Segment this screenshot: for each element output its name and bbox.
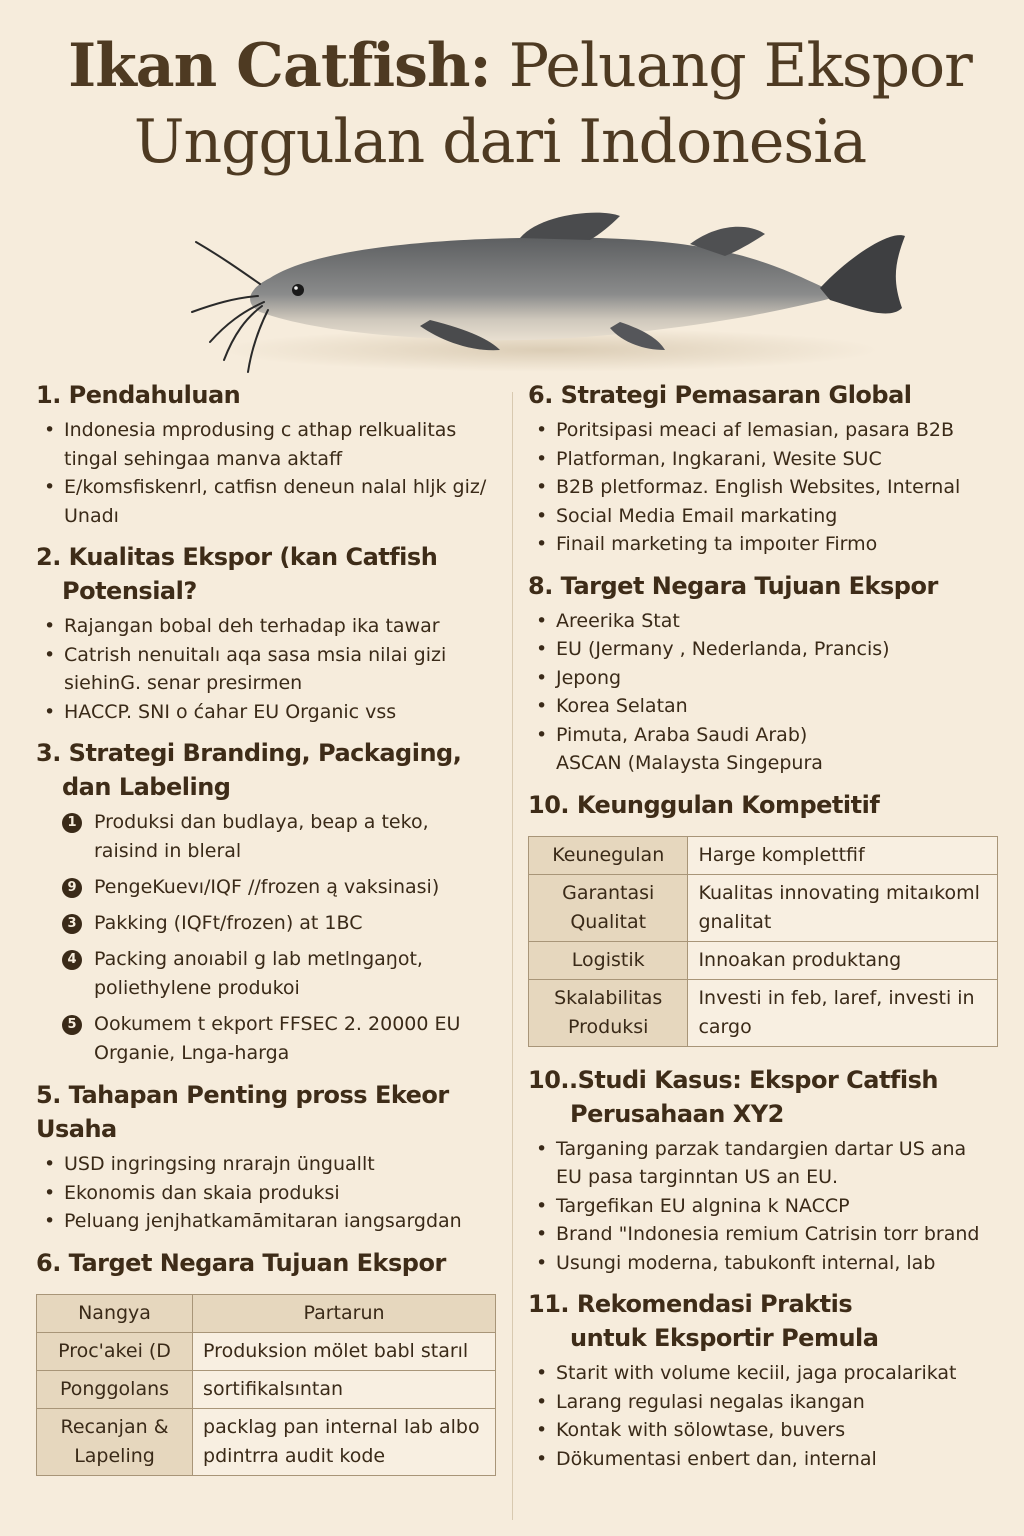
list-item: • E/komsfiskenrl, catfisn deneun nalal hljk giz/ Unadı xyxy=(36,473,496,530)
list-pendahuluan xyxy=(36,416,496,530)
table-cell: Investi in feb, laref, investi in cargo xyxy=(688,979,998,1046)
heading-pendahuluan: 1. Pendahuluan xyxy=(36,381,241,409)
list-target-negara xyxy=(528,607,998,778)
list-item: • Dökumentasi enbert dan, internal xyxy=(528,1445,998,1474)
table-row xyxy=(37,1332,496,1370)
heading-line: 2. Kualitas Ekspor (kan Catfish xyxy=(36,543,438,571)
numbered-item xyxy=(36,808,496,866)
keunggulan-table xyxy=(528,836,998,1047)
catfish-image xyxy=(190,200,910,390)
number-badge: 3 xyxy=(62,914,82,934)
number-badge: 1 xyxy=(62,813,82,833)
list-item: • Platforman, Ingkarani, Wesite SUC xyxy=(528,445,998,474)
table-cell: Logistik xyxy=(529,941,688,979)
section-tahapan xyxy=(36,1078,496,1236)
list-item: • Usungi moderna, tabukonft internal, lab xyxy=(528,1249,998,1278)
list-item: • HACCP. SNI o ćahar EU Organic vss xyxy=(36,698,496,727)
target-table xyxy=(36,1294,496,1476)
table-header-row xyxy=(37,1294,496,1332)
numbered-item xyxy=(36,873,496,902)
item-text: Produksi dan budlaya, beap a teko, raisind in bleral xyxy=(94,811,429,862)
list-item: • Indonesia mprodusing c athap relkualitas tingal sehingaa manva aktaff xyxy=(36,416,496,473)
heading-target-negara-right: 8. Target Negara Tujuan Ekspor xyxy=(528,571,938,600)
right-column xyxy=(528,378,998,1483)
section-rekomendasi xyxy=(528,1287,998,1473)
list-item: • Kontak with sölowtase, buvers xyxy=(528,1416,998,1445)
list-rekomendasi xyxy=(528,1359,998,1473)
table-cell: Produksion mölet babl starıl xyxy=(193,1332,496,1370)
section-target-negara-left xyxy=(36,1246,496,1476)
table-cell: Innoakan produktang xyxy=(688,941,998,979)
numbered-item xyxy=(36,909,496,938)
list-item: • Peluang jenjhatkamāmitaran iangsargdan xyxy=(36,1207,496,1236)
list-item: • Targaning parzak tandargien dartar US ana EU pasa targinntan US an EU. xyxy=(528,1135,998,1192)
list-item: • Finail marketing ta impoıter Firmo xyxy=(528,530,998,559)
left-column xyxy=(36,378,496,1486)
heading-line: 3. Strategi Branding, Packaging, xyxy=(36,739,462,767)
section-target-negara-right xyxy=(528,569,998,778)
list-item: • EU (Jermany , Nederlanda, Prancis) xyxy=(528,635,998,664)
table-row xyxy=(529,979,998,1046)
number-badge: 4 xyxy=(62,950,82,970)
list-kualitas xyxy=(36,612,496,726)
heading-target-negara-left: 6. Target Negara Tujuan Ekspor xyxy=(36,1248,446,1277)
list-studi-kasus xyxy=(528,1135,998,1278)
list-tahapan xyxy=(36,1150,496,1236)
table-cell: Keunegulan xyxy=(529,836,688,874)
item-text: Pakking (IQFt/frozen) at 1BC xyxy=(94,912,363,934)
heading-line: untuk Eksportir Pemula xyxy=(570,1324,879,1352)
list-item: • Social Media Email markating xyxy=(528,502,998,531)
table-cell: Kualitas innovating mitaıkoml gnalitat xyxy=(688,874,998,941)
list-item: • Pimuta, Araba Saudi Arab) xyxy=(528,721,998,750)
heading-tahapan: 5. Tahapan Penting pross Ekeor Usaha xyxy=(36,1081,449,1143)
title-line2: Unggulan dari Indonesia xyxy=(133,107,867,177)
table-cell: Ponggolans xyxy=(37,1370,193,1408)
heading-studi-kasus xyxy=(528,1063,998,1131)
heading-line: 11. Rekomendasi Praktis xyxy=(528,1290,853,1318)
section-strategi-pemasaran xyxy=(528,378,998,559)
section-keunggulan xyxy=(528,788,998,1047)
table-cell: Garantasi Qualitat xyxy=(529,874,688,941)
numbered-item xyxy=(36,1010,496,1068)
item-text: PengeKuevı/IQF //frozen ą vaksinasi) xyxy=(94,876,440,898)
heading-kualitas-ekspor xyxy=(36,540,496,608)
table-header: Nangya xyxy=(37,1294,193,1332)
table-cell: sortifikalsıntan xyxy=(193,1370,496,1408)
list-item: • Starit with volume keciil, jaga procalarikat xyxy=(528,1359,998,1388)
section-branding xyxy=(36,736,496,1068)
table-cell: packlag pan internal lab albo pdintrra audit kode xyxy=(193,1408,496,1475)
table-header: Partarun xyxy=(193,1294,496,1332)
item-text: Packing anoıabil g lab metlngaŋot, poliethylene produkoi xyxy=(94,948,423,999)
table-row xyxy=(529,874,998,941)
heading-line: dan Labeling xyxy=(62,773,231,801)
list-item: • Jepong xyxy=(528,664,998,693)
heading-line: Perusahaan XY2 xyxy=(570,1099,784,1128)
table-row xyxy=(37,1408,496,1475)
number-badge: 9 xyxy=(62,878,82,898)
list-item: ASCAN (Malaysta Singepura xyxy=(556,752,823,774)
heading-strategi-pemasaran: 6. Strategi Pemasaran Global xyxy=(528,381,912,409)
list-item: • B2B pletformaz. English Websites, Internal xyxy=(528,473,998,502)
table-cell: Recanjan & Lapeling xyxy=(37,1408,193,1475)
list-item: • Ekonomis dan skaia produksi xyxy=(36,1179,496,1208)
page-title xyxy=(40,28,1000,180)
list-item: • Brand "Indonesia remium Catrisin torr brand xyxy=(528,1220,998,1249)
column-divider xyxy=(512,392,513,1520)
heading-keunggulan: 10. Keunggulan Kompetitif xyxy=(528,790,880,819)
title-bold: Ikan Catfish: xyxy=(68,31,491,101)
heading-branding xyxy=(36,736,496,804)
table-cell: Harge komplettfif xyxy=(688,836,998,874)
list-item: • USD ingringsing nrarajn ünguallt xyxy=(36,1150,496,1179)
numbered-list-branding xyxy=(36,808,496,1068)
section-pendahuluan xyxy=(36,378,496,530)
list-item: • Korea Selatan xyxy=(528,692,998,721)
heading-line: Potensial? xyxy=(62,577,197,605)
list-item: • Rajangan bobal deh terhadap ika tawar xyxy=(36,612,496,641)
list-item: • Catrish nenuitalı aqa sasa msia nilai gizi siehinG. senar presirmen xyxy=(36,641,496,698)
list-item: • Poritsipasi meaci af lemasian, pasara B2B xyxy=(528,416,998,445)
table-cell: Skalabilitas Produksi xyxy=(529,979,688,1046)
table-row xyxy=(37,1370,496,1408)
number-badge: 5 xyxy=(62,1015,82,1035)
table-row xyxy=(529,836,998,874)
section-studi-kasus xyxy=(528,1063,998,1278)
heading-line: 10..Studi Kasus: Ekspor Catfish xyxy=(528,1065,938,1094)
table-row xyxy=(529,941,998,979)
numbered-item xyxy=(36,945,496,1003)
heading-rekomendasi xyxy=(528,1287,998,1355)
title-rest: Peluang Ekspor xyxy=(490,31,972,101)
table-cell: Proc'akei (D xyxy=(37,1332,193,1370)
list-pemasaran xyxy=(528,416,998,559)
list-item: • Targefikan EU algnina k NACCP xyxy=(528,1192,998,1221)
list-item: • Areerika Stat xyxy=(528,607,998,636)
list-item: • Larang regulasi negalas ikangan xyxy=(528,1388,998,1417)
section-kualitas-ekspor xyxy=(36,540,496,726)
item-text: Ookumem t ekport FFSEC 2. 20000 EU Organie, Lnga-harga xyxy=(94,1013,461,1064)
